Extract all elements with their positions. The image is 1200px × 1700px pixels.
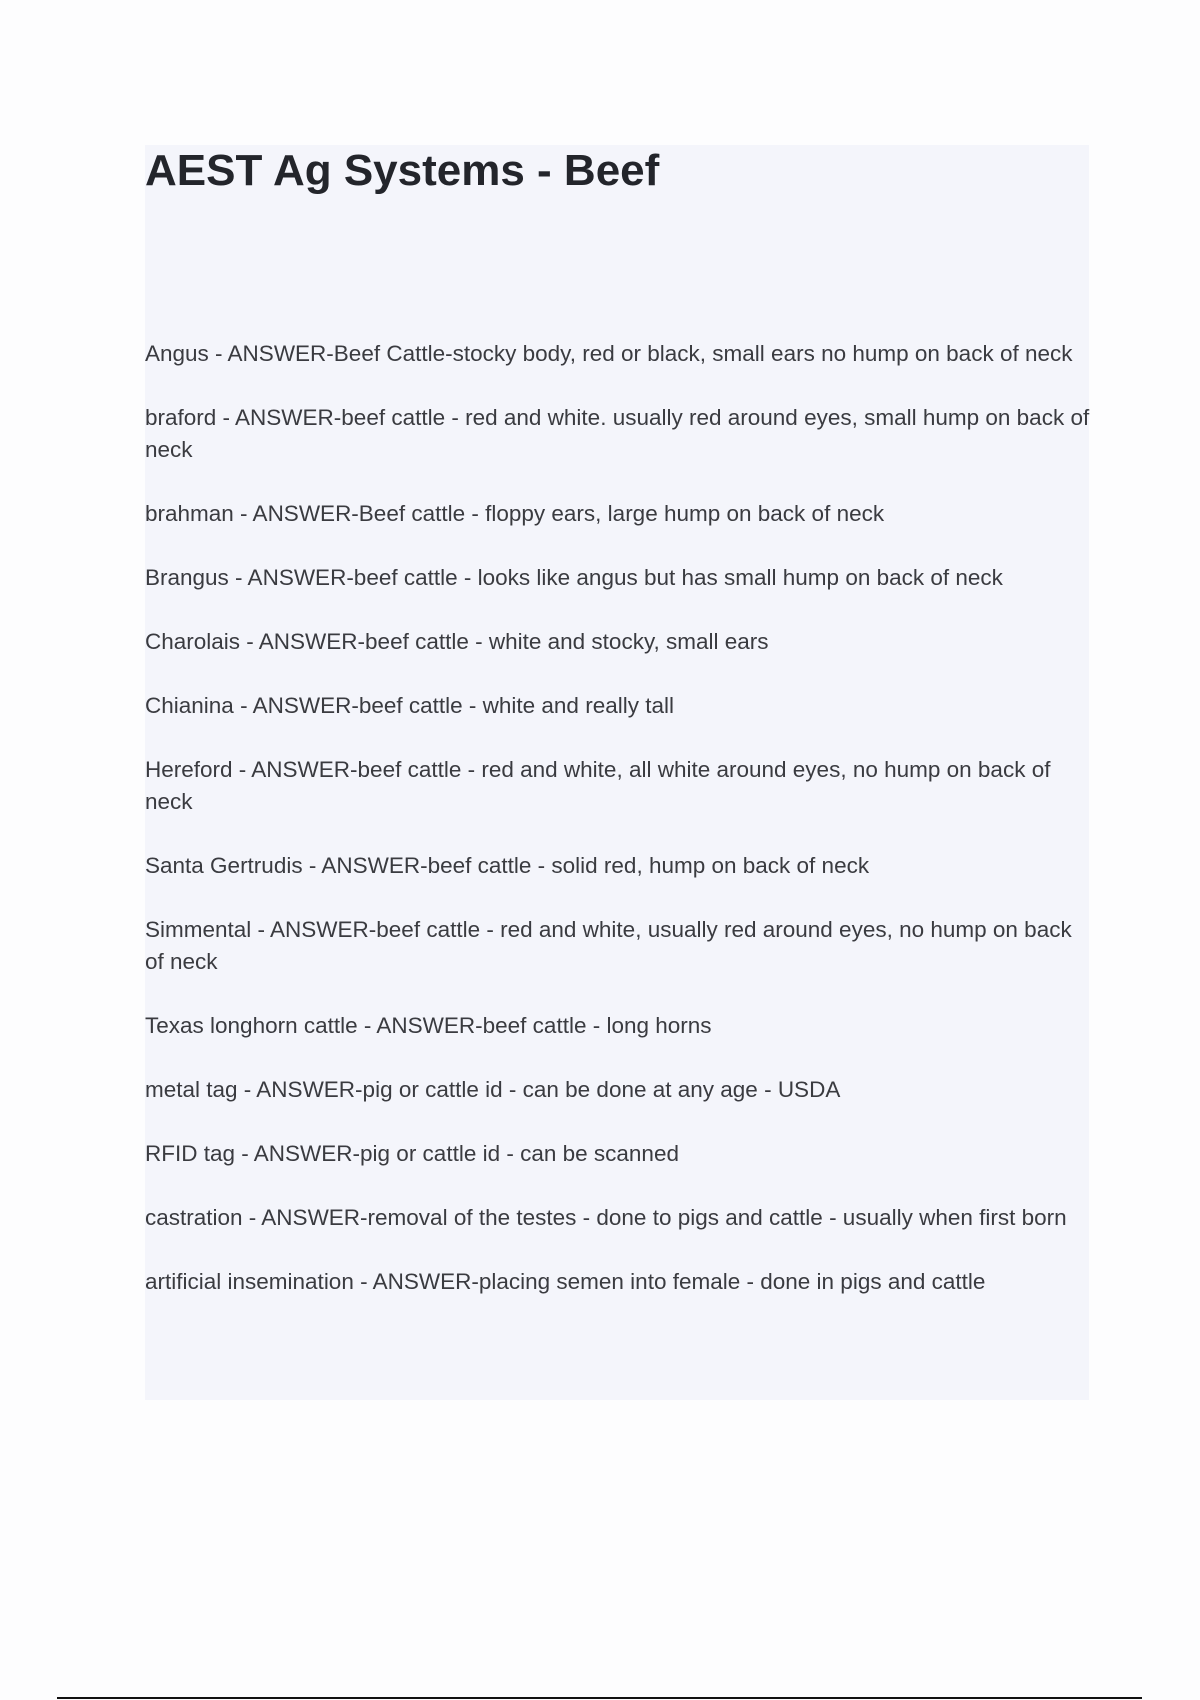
entry-item: RFID tag - ANSWER-pig or cattle id - can be scanned <box>145 1141 679 1166</box>
entry-item: brahman - ANSWER-Beef cattle - floppy ears, large hump on back of neck <box>145 501 885 526</box>
entry-list <box>145 338 1095 1330</box>
entry-item: castration - ANSWER-removal of the testes - done to pigs and cattle - usually when first born <box>145 1205 1067 1230</box>
entry-item: Charolais - ANSWER-beef cattle - white and stocky, small ears <box>145 629 769 654</box>
document-title: AEST Ag Systems - Beef <box>145 146 660 195</box>
entry-item: artificial insemination - ANSWER-placing semen into female - done in pigs and cattle <box>145 1269 986 1294</box>
entry-item: Santa Gertrudis - ANSWER-beef cattle - solid red, hump on back of neck <box>145 853 870 878</box>
entry-item: Simmental - ANSWER-beef cattle - red and white, usually red around eyes, no hump on back of neck <box>145 917 1072 974</box>
entry-item: Angus - ANSWER-Beef Cattle-stocky body, red or black, small ears no hump on back of neck <box>145 341 1073 366</box>
footer-divider <box>57 1697 1142 1699</box>
entry-item: Hereford - ANSWER-beef cattle - red and white, all white around eyes, no hump on back of neck <box>145 757 1051 814</box>
entry-item: braford - ANSWER-beef cattle - red and white. usually red around eyes, small hump on back of neck <box>145 405 1090 462</box>
entry-item: Texas longhorn cattle - ANSWER-beef cattle - long horns <box>145 1013 712 1038</box>
entry-item: metal tag - ANSWER-pig or cattle id - can be done at any age - USDA <box>145 1077 841 1102</box>
entry-item: Brangus - ANSWER-beef cattle - looks like angus but has small hump on back of neck <box>145 565 1003 590</box>
entry-item: Chianina - ANSWER-beef cattle - white and really tall <box>145 693 674 718</box>
